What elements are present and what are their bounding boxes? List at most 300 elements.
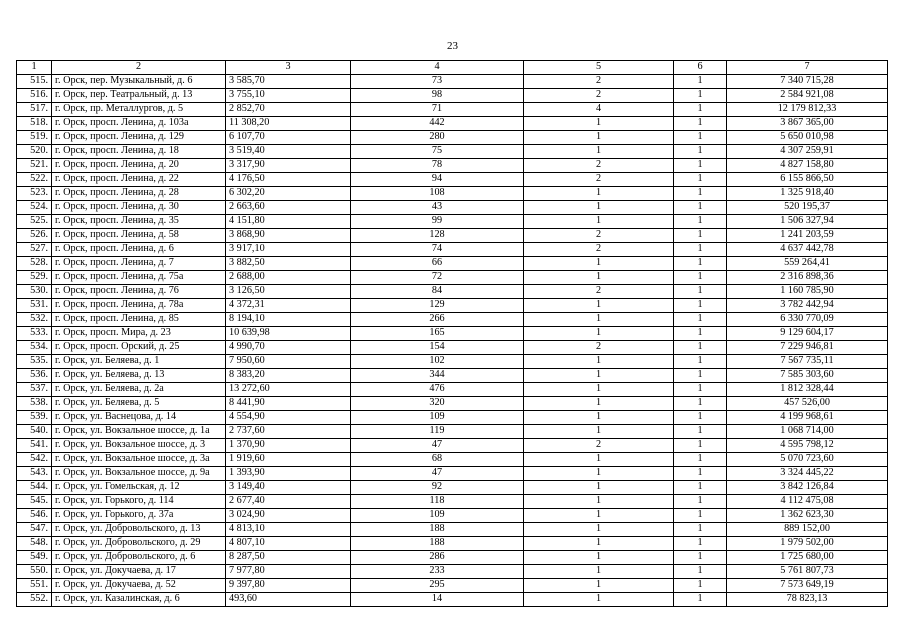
flats-cell: 47 — [351, 439, 524, 453]
flats-cell: 165 — [351, 327, 524, 341]
entrances-cell: 1 — [674, 285, 727, 299]
address-cell: г. Орск, просп. Ленина, д. 6 — [52, 243, 226, 257]
entrances-cell: 1 — [674, 579, 727, 593]
table-row — [17, 271, 888, 285]
row-number: 521. — [17, 159, 52, 173]
cost-cell: 4 595 798,12 — [727, 439, 888, 453]
floors-cell: 2 — [524, 75, 674, 89]
table-row — [17, 299, 888, 313]
area-cell: 1 393,90 — [226, 467, 351, 481]
table-row — [17, 495, 888, 509]
cost-cell: 1 979 502,00 — [727, 537, 888, 551]
flats-cell: 188 — [351, 537, 524, 551]
address-cell: г. Орск, просп. Ленина, д. 18 — [52, 145, 226, 159]
floors-cell: 1 — [524, 537, 674, 551]
entrances-cell: 1 — [674, 299, 727, 313]
row-number: 537. — [17, 383, 52, 397]
table-row — [17, 229, 888, 243]
cost-cell: 1 725 680,00 — [727, 551, 888, 565]
row-number: 534. — [17, 341, 52, 355]
table-row — [17, 537, 888, 551]
address-cell: г. Орск, просп. Ленина, д. 28 — [52, 187, 226, 201]
table-row — [17, 131, 888, 145]
address-cell: г. Орск, ул. Беляева, д. 5 — [52, 397, 226, 411]
address-cell: г. Орск, просп. Ленина, д. 76 — [52, 285, 226, 299]
area-cell: 4 372,31 — [226, 299, 351, 313]
address-cell: г. Орск, пер. Театральный, д. 13 — [52, 89, 226, 103]
row-number: 517. — [17, 103, 52, 117]
row-number: 546. — [17, 509, 52, 523]
area-cell: 1 919,60 — [226, 453, 351, 467]
address-cell: г. Орск, ул. Горького, д. 114 — [52, 495, 226, 509]
floors-cell: 1 — [524, 565, 674, 579]
flats-cell: 233 — [351, 565, 524, 579]
floors-cell: 1 — [524, 215, 674, 229]
row-number: 536. — [17, 369, 52, 383]
table-row — [17, 369, 888, 383]
flats-cell: 280 — [351, 131, 524, 145]
area-cell: 4 807,10 — [226, 537, 351, 551]
floors-cell: 1 — [524, 425, 674, 439]
table-row — [17, 565, 888, 579]
address-cell: г. Орск, ул. Горького, д. 37а — [52, 509, 226, 523]
address-cell: г. Орск, ул. Гомельская, д. 12 — [52, 481, 226, 495]
floors-cell: 1 — [524, 411, 674, 425]
cost-cell: 78 823,13 — [727, 593, 888, 607]
flats-cell: 68 — [351, 453, 524, 467]
entrances-cell: 1 — [674, 89, 727, 103]
cost-cell: 3 867 365,00 — [727, 117, 888, 131]
floors-cell: 2 — [524, 285, 674, 299]
entrances-cell: 1 — [674, 341, 727, 355]
floors-cell: 1 — [524, 467, 674, 481]
row-number: 520. — [17, 145, 52, 159]
entrances-cell: 1 — [674, 187, 727, 201]
row-number: 525. — [17, 215, 52, 229]
row-number: 515. — [17, 75, 52, 89]
floors-cell: 1 — [524, 201, 674, 215]
table-row — [17, 89, 888, 103]
area-cell: 493,60 — [226, 593, 351, 607]
address-cell: г. Орск, просп. Ленина, д. 129 — [52, 131, 226, 145]
row-number: 516. — [17, 89, 52, 103]
flats-cell: 119 — [351, 425, 524, 439]
column-header: 6 — [674, 61, 727, 75]
floors-cell: 1 — [524, 355, 674, 369]
floors-cell: 1 — [524, 593, 674, 607]
floors-cell: 1 — [524, 495, 674, 509]
flats-cell: 344 — [351, 369, 524, 383]
area-cell: 10 639,98 — [226, 327, 351, 341]
area-cell: 8 441,90 — [226, 397, 351, 411]
row-number: 552. — [17, 593, 52, 607]
row-number: 545. — [17, 495, 52, 509]
entrances-cell: 1 — [674, 103, 727, 117]
entrances-cell: 1 — [674, 383, 727, 397]
cost-cell: 6 155 866,50 — [727, 173, 888, 187]
floors-cell: 1 — [524, 271, 674, 285]
row-number: 522. — [17, 173, 52, 187]
entrances-cell: 1 — [674, 75, 727, 89]
entrances-cell: 1 — [674, 593, 727, 607]
cost-cell: 5 761 807,73 — [727, 565, 888, 579]
table-row — [17, 215, 888, 229]
row-number: 532. — [17, 313, 52, 327]
cost-cell: 7 585 303,60 — [727, 369, 888, 383]
area-cell: 11 308,20 — [226, 117, 351, 131]
address-cell: г. Орск, ул. Вокзальное шоссе, д. 3 — [52, 439, 226, 453]
flats-cell: 78 — [351, 159, 524, 173]
entrances-cell: 1 — [674, 481, 727, 495]
table-row — [17, 439, 888, 453]
address-cell: г. Орск, ул. Васнецова, д. 14 — [52, 411, 226, 425]
cost-cell: 9 129 604,17 — [727, 327, 888, 341]
cost-cell: 4 827 158,80 — [727, 159, 888, 173]
row-number: 547. — [17, 523, 52, 537]
cost-cell: 12 179 812,33 — [727, 103, 888, 117]
table-row — [17, 201, 888, 215]
flats-cell: 188 — [351, 523, 524, 537]
entrances-cell: 1 — [674, 565, 727, 579]
table-row — [17, 467, 888, 481]
table-row — [17, 103, 888, 117]
cost-cell: 3 782 442,94 — [727, 299, 888, 313]
table-row — [17, 117, 888, 131]
cost-cell: 1 241 203,59 — [727, 229, 888, 243]
address-cell: г. Орск, ул. Вокзальное шоссе, д. 1а — [52, 425, 226, 439]
table-row — [17, 523, 888, 537]
floors-cell: 1 — [524, 369, 674, 383]
entrances-cell: 1 — [674, 509, 727, 523]
row-number: 551. — [17, 579, 52, 593]
flats-cell: 92 — [351, 481, 524, 495]
row-number: 535. — [17, 355, 52, 369]
area-cell: 2 737,60 — [226, 425, 351, 439]
flats-cell: 66 — [351, 257, 524, 271]
cost-cell: 3 842 126,84 — [727, 481, 888, 495]
table-row — [17, 481, 888, 495]
floors-cell: 1 — [524, 257, 674, 271]
column-header: 4 — [351, 61, 524, 75]
area-cell: 4 990,70 — [226, 341, 351, 355]
area-cell: 3 519,40 — [226, 145, 351, 159]
flats-cell: 72 — [351, 271, 524, 285]
entrances-cell: 1 — [674, 313, 727, 327]
table-row — [17, 425, 888, 439]
address-cell: г. Орск, ул. Беляева, д. 1 — [52, 355, 226, 369]
row-number: 533. — [17, 327, 52, 341]
row-number: 527. — [17, 243, 52, 257]
flats-cell: 118 — [351, 495, 524, 509]
address-cell: г. Орск, просп. Ленина, д. 58 — [52, 229, 226, 243]
entrances-cell: 1 — [674, 397, 727, 411]
entrances-cell: 1 — [674, 159, 727, 173]
floors-cell: 2 — [524, 439, 674, 453]
cost-cell: 7 567 735,11 — [727, 355, 888, 369]
flats-cell: 14 — [351, 593, 524, 607]
flats-cell: 286 — [351, 551, 524, 565]
address-cell: г. Орск, просп. Ленина, д. 35 — [52, 215, 226, 229]
area-cell: 4 813,10 — [226, 523, 351, 537]
area-cell: 3 317,90 — [226, 159, 351, 173]
floors-cell: 4 — [524, 103, 674, 117]
table-row — [17, 257, 888, 271]
flats-cell: 295 — [351, 579, 524, 593]
row-number: 548. — [17, 537, 52, 551]
address-cell: г. Орск, просп. Ленина, д. 85 — [52, 313, 226, 327]
cost-cell: 4 637 442,78 — [727, 243, 888, 257]
floors-cell: 1 — [524, 453, 674, 467]
row-number: 523. — [17, 187, 52, 201]
address-cell: г. Орск, просп. Мира, д. 23 — [52, 327, 226, 341]
area-cell: 2 677,40 — [226, 495, 351, 509]
floors-cell: 2 — [524, 341, 674, 355]
address-cell: г. Орск, просп. Ленина, д. 7 — [52, 257, 226, 271]
cost-cell: 4 112 475,08 — [727, 495, 888, 509]
address-cell: г. Орск, пер. Музыкальный, д. 6 — [52, 75, 226, 89]
area-cell: 3 126,50 — [226, 285, 351, 299]
address-cell: г. Орск, просп. Ленина, д. 103а — [52, 117, 226, 131]
floors-cell: 2 — [524, 159, 674, 173]
address-cell: г. Орск, ул. Беляева, д. 13 — [52, 369, 226, 383]
flats-cell: 109 — [351, 411, 524, 425]
row-number: 519. — [17, 131, 52, 145]
entrances-cell: 1 — [674, 495, 727, 509]
flats-cell: 73 — [351, 75, 524, 89]
entrances-cell: 1 — [674, 131, 727, 145]
row-number: 529. — [17, 271, 52, 285]
table-row — [17, 327, 888, 341]
address-cell: г. Орск, ул. Добровольского, д. 13 — [52, 523, 226, 537]
address-cell: г. Орск, ул. Беляева, д. 2а — [52, 383, 226, 397]
table-row — [17, 145, 888, 159]
entrances-cell: 1 — [674, 243, 727, 257]
cost-cell: 7 229 946,81 — [727, 341, 888, 355]
entrances-cell: 1 — [674, 551, 727, 565]
address-cell: г. Орск, ул. Докучаева, д. 17 — [52, 565, 226, 579]
table-row — [17, 75, 888, 89]
entrances-cell: 1 — [674, 355, 727, 369]
row-number: 539. — [17, 411, 52, 425]
area-cell: 3 149,40 — [226, 481, 351, 495]
entrances-cell: 1 — [674, 215, 727, 229]
flats-cell: 266 — [351, 313, 524, 327]
area-cell: 8 194,10 — [226, 313, 351, 327]
floors-cell: 1 — [524, 397, 674, 411]
address-cell: г. Орск, ул. Вокзальное шоссе, д. 3а — [52, 453, 226, 467]
column-header: 7 — [727, 61, 888, 75]
floors-cell: 1 — [524, 313, 674, 327]
column-header: 1 — [17, 61, 52, 75]
area-cell: 3 882,50 — [226, 257, 351, 271]
cost-cell: 3 324 445,22 — [727, 467, 888, 481]
table-row — [17, 285, 888, 299]
floors-cell: 1 — [524, 383, 674, 397]
flats-cell: 84 — [351, 285, 524, 299]
table-row — [17, 341, 888, 355]
cost-cell: 4 199 968,61 — [727, 411, 888, 425]
row-number: 542. — [17, 453, 52, 467]
cost-cell: 7 340 715,28 — [727, 75, 888, 89]
row-number: 540. — [17, 425, 52, 439]
floors-cell: 1 — [524, 481, 674, 495]
area-cell: 3 868,90 — [226, 229, 351, 243]
address-cell: г. Орск, просп. Орский, д. 25 — [52, 341, 226, 355]
area-cell: 8 287,50 — [226, 551, 351, 565]
flats-cell: 99 — [351, 215, 524, 229]
area-cell: 1 370,90 — [226, 439, 351, 453]
floors-cell: 1 — [524, 579, 674, 593]
cost-cell: 520 195,37 — [727, 201, 888, 215]
entrances-cell: 1 — [674, 201, 727, 215]
address-cell: г. Орск, просп. Ленина, д. 78а — [52, 299, 226, 313]
entrances-cell: 1 — [674, 467, 727, 481]
address-cell: г. Орск, ул. Добровольского, д. 29 — [52, 537, 226, 551]
area-cell: 4 176,50 — [226, 173, 351, 187]
table-row — [17, 453, 888, 467]
flats-cell: 75 — [351, 145, 524, 159]
floors-cell: 2 — [524, 229, 674, 243]
flats-cell: 43 — [351, 201, 524, 215]
area-cell: 2 663,60 — [226, 201, 351, 215]
column-header: 3 — [226, 61, 351, 75]
table-row — [17, 411, 888, 425]
table-row — [17, 593, 888, 607]
address-cell: г. Орск, просп. Ленина, д. 30 — [52, 201, 226, 215]
floors-cell: 1 — [524, 551, 674, 565]
area-cell: 3 024,90 — [226, 509, 351, 523]
table-row — [17, 579, 888, 593]
cost-cell: 1 068 714,00 — [727, 425, 888, 439]
area-cell: 6 107,70 — [226, 131, 351, 145]
address-cell: г. Орск, пр. Металлургов, д. 5 — [52, 103, 226, 117]
floors-cell: 1 — [524, 327, 674, 341]
entrances-cell: 1 — [674, 173, 727, 187]
column-header: 2 — [52, 61, 226, 75]
area-cell: 4 554,90 — [226, 411, 351, 425]
area-cell: 2 688,00 — [226, 271, 351, 285]
cost-cell: 889 152,00 — [727, 523, 888, 537]
entrances-cell: 1 — [674, 271, 727, 285]
flats-cell: 108 — [351, 187, 524, 201]
entrances-cell: 1 — [674, 523, 727, 537]
entrances-cell: 1 — [674, 117, 727, 131]
flats-cell: 476 — [351, 383, 524, 397]
cost-cell: 1 325 918,40 — [727, 187, 888, 201]
row-number: 544. — [17, 481, 52, 495]
floors-cell: 1 — [524, 145, 674, 159]
flats-cell: 442 — [351, 117, 524, 131]
address-cell: г. Орск, ул. Добровольского, д. 6 — [52, 551, 226, 565]
column-header: 5 — [524, 61, 674, 75]
entrances-cell: 1 — [674, 411, 727, 425]
cost-cell: 6 330 770,09 — [727, 313, 888, 327]
row-number: 518. — [17, 117, 52, 131]
address-cell: г. Орск, просп. Ленина, д. 20 — [52, 159, 226, 173]
entrances-cell: 1 — [674, 425, 727, 439]
address-cell: г. Орск, просп. Ленина, д. 22 — [52, 173, 226, 187]
entrances-cell: 1 — [674, 453, 727, 467]
address-cell: г. Орск, ул. Казалинская, д. 6 — [52, 593, 226, 607]
area-cell: 3 755,10 — [226, 89, 351, 103]
flats-cell: 94 — [351, 173, 524, 187]
table-row — [17, 159, 888, 173]
row-number: 549. — [17, 551, 52, 565]
floors-cell: 1 — [524, 117, 674, 131]
cost-cell: 4 307 259,91 — [727, 145, 888, 159]
area-cell: 6 302,20 — [226, 187, 351, 201]
address-cell: г. Орск, просп. Ленина, д. 75а — [52, 271, 226, 285]
flats-cell: 71 — [351, 103, 524, 117]
cost-cell: 7 573 649,19 — [727, 579, 888, 593]
row-number: 528. — [17, 257, 52, 271]
area-cell: 3 917,10 — [226, 243, 351, 257]
cost-cell: 5 650 010,98 — [727, 131, 888, 145]
table-row — [17, 243, 888, 257]
floors-cell: 2 — [524, 243, 674, 257]
floors-cell: 1 — [524, 131, 674, 145]
area-cell: 2 852,70 — [226, 103, 351, 117]
row-number: 541. — [17, 439, 52, 453]
area-cell: 4 151,80 — [226, 215, 351, 229]
cost-cell: 1 160 785,90 — [727, 285, 888, 299]
cost-cell: 1 812 328,44 — [727, 383, 888, 397]
entrances-cell: 1 — [674, 439, 727, 453]
floors-cell: 2 — [524, 89, 674, 103]
entrances-cell: 1 — [674, 369, 727, 383]
cost-cell: 457 526,00 — [727, 397, 888, 411]
table-row — [17, 383, 888, 397]
flats-cell: 128 — [351, 229, 524, 243]
row-number: 531. — [17, 299, 52, 313]
area-cell: 7 977,80 — [226, 565, 351, 579]
floors-cell: 1 — [524, 523, 674, 537]
floors-cell: 1 — [524, 187, 674, 201]
entrances-cell: 1 — [674, 257, 727, 271]
address-cell: г. Орск, ул. Вокзальное шоссе, д. 9а — [52, 467, 226, 481]
table-row — [17, 187, 888, 201]
flats-cell: 47 — [351, 467, 524, 481]
flats-cell: 102 — [351, 355, 524, 369]
cost-cell: 5 070 723,60 — [727, 453, 888, 467]
cost-cell: 2 584 921,08 — [727, 89, 888, 103]
page-number: 23 — [447, 40, 458, 52]
cost-cell: 1 362 623,30 — [727, 509, 888, 523]
column-number-row — [17, 61, 888, 75]
row-number: 524. — [17, 201, 52, 215]
address-cell: г. Орск, ул. Докучаева, д. 52 — [52, 579, 226, 593]
cost-cell: 2 316 898,36 — [727, 271, 888, 285]
row-number: 530. — [17, 285, 52, 299]
entrances-cell: 1 — [674, 229, 727, 243]
area-cell: 8 383,20 — [226, 369, 351, 383]
row-number: 543. — [17, 467, 52, 481]
flats-cell: 98 — [351, 89, 524, 103]
table-row — [17, 313, 888, 327]
area-cell: 13 272,60 — [226, 383, 351, 397]
cost-cell: 1 506 327,94 — [727, 215, 888, 229]
entrances-cell: 1 — [674, 537, 727, 551]
table-row — [17, 397, 888, 411]
row-number: 550. — [17, 565, 52, 579]
entrances-cell: 1 — [674, 145, 727, 159]
area-cell: 9 397,80 — [226, 579, 351, 593]
floors-cell: 2 — [524, 173, 674, 187]
area-cell: 7 950,60 — [226, 355, 351, 369]
floors-cell: 1 — [524, 299, 674, 313]
table-row — [17, 551, 888, 565]
flats-cell: 74 — [351, 243, 524, 257]
